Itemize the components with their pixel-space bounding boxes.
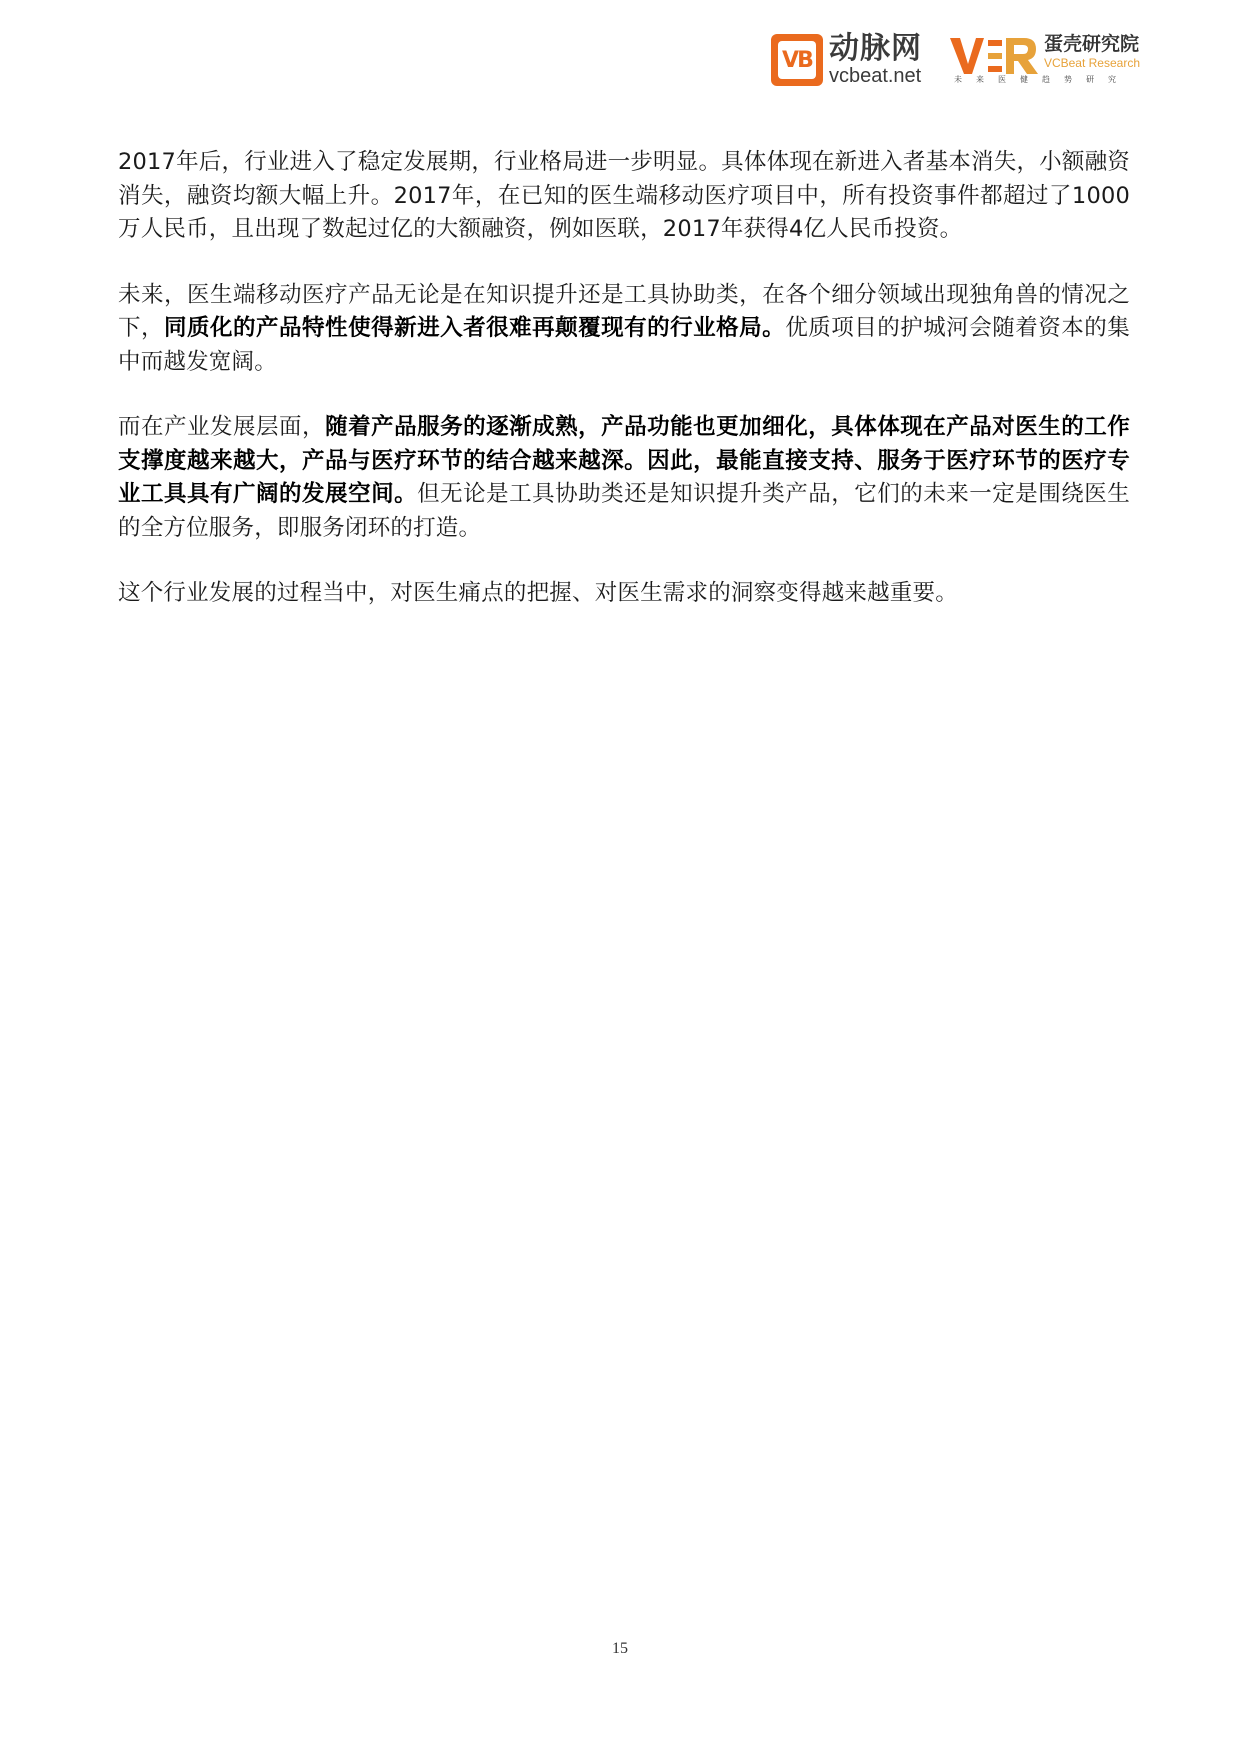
vcbeat-logo (771, 31, 922, 87)
paragraph-3: 而在产业发展层面，随着产品服务的逐渐成熟，产品功能也更加细化，具体体现在产品对医生的工作支撑度越来越大，产品与医疗环节的结合越来越深。因此，最能直接支持、服务于医疗环节的医疗专业工具具有广阔的发展空间。但无论是工具协助类还是知识提升类产品，它们的未来一定是围绕医生的全方位服务，即服务闭环的打造。 (118, 414, 1130, 541)
document-body (118, 146, 1130, 643)
paragraph-3-emphasis: 随着产品服务的逐渐成熟，产品功能也更加细化，具体体现在产品对医生的工作支撑度越来越大，产品与医疗环节的结合越来越深。因此，最能直接支持、服务于医疗环节的医疗专业工具具有广阔的发展空间。 (118, 414, 1130, 507)
vbr-tagline: 未来医健趋势研究 (953, 75, 1130, 85)
vbr-logo-mark (948, 34, 1040, 78)
paragraph-2: 未来，医生端移动医疗产品无论是在知识提升还是工具协助类，在各个细分领域出现独角兽的情况之下，同质化的产品特性使得新进入者很难再颠覆现有的行业格局。优质项目的护城河会随着资本的集中而越发宽阔。 (118, 281, 1130, 375)
vcbeat-name-cn: 动脉网 (828, 31, 922, 66)
paragraph-4: 这个行业发展的过程当中，对医生痛点的把握、对医生需求的洞察变得越来越重要。 (118, 580, 958, 606)
vcbeat-logo-mark (771, 34, 823, 86)
paragraph-2-emphasis: 同质化的产品特性使得新进入者很难再颠覆现有的行业格局。 (164, 315, 786, 341)
paragraph-1: 2017年后，行业进入了稳定发展期，行业格局进一步明显。具体体现在新进入者基本消失，小额融资消失，融资均额大幅上升。2017年，在已知的医生端移动医疗项目中，所有投资事件都超过了1000万人民币，且出现了数起过亿的大额融资，例如医联，2017年获得4亿人民币投资。 (118, 149, 1130, 242)
vcbeat-research-logo (948, 34, 1140, 85)
vbr-name-en: VCBeat Research (1043, 55, 1140, 70)
vcbeat-name-en: vcbeat.net (828, 65, 922, 87)
page-header (771, 31, 1140, 94)
page-number: 15 (612, 1640, 628, 1657)
vbr-logo-icon (948, 34, 1040, 78)
vbr-name-cn: 蛋壳研究院 (1043, 33, 1139, 55)
vcbeat-logo-letters: VB (782, 47, 812, 73)
